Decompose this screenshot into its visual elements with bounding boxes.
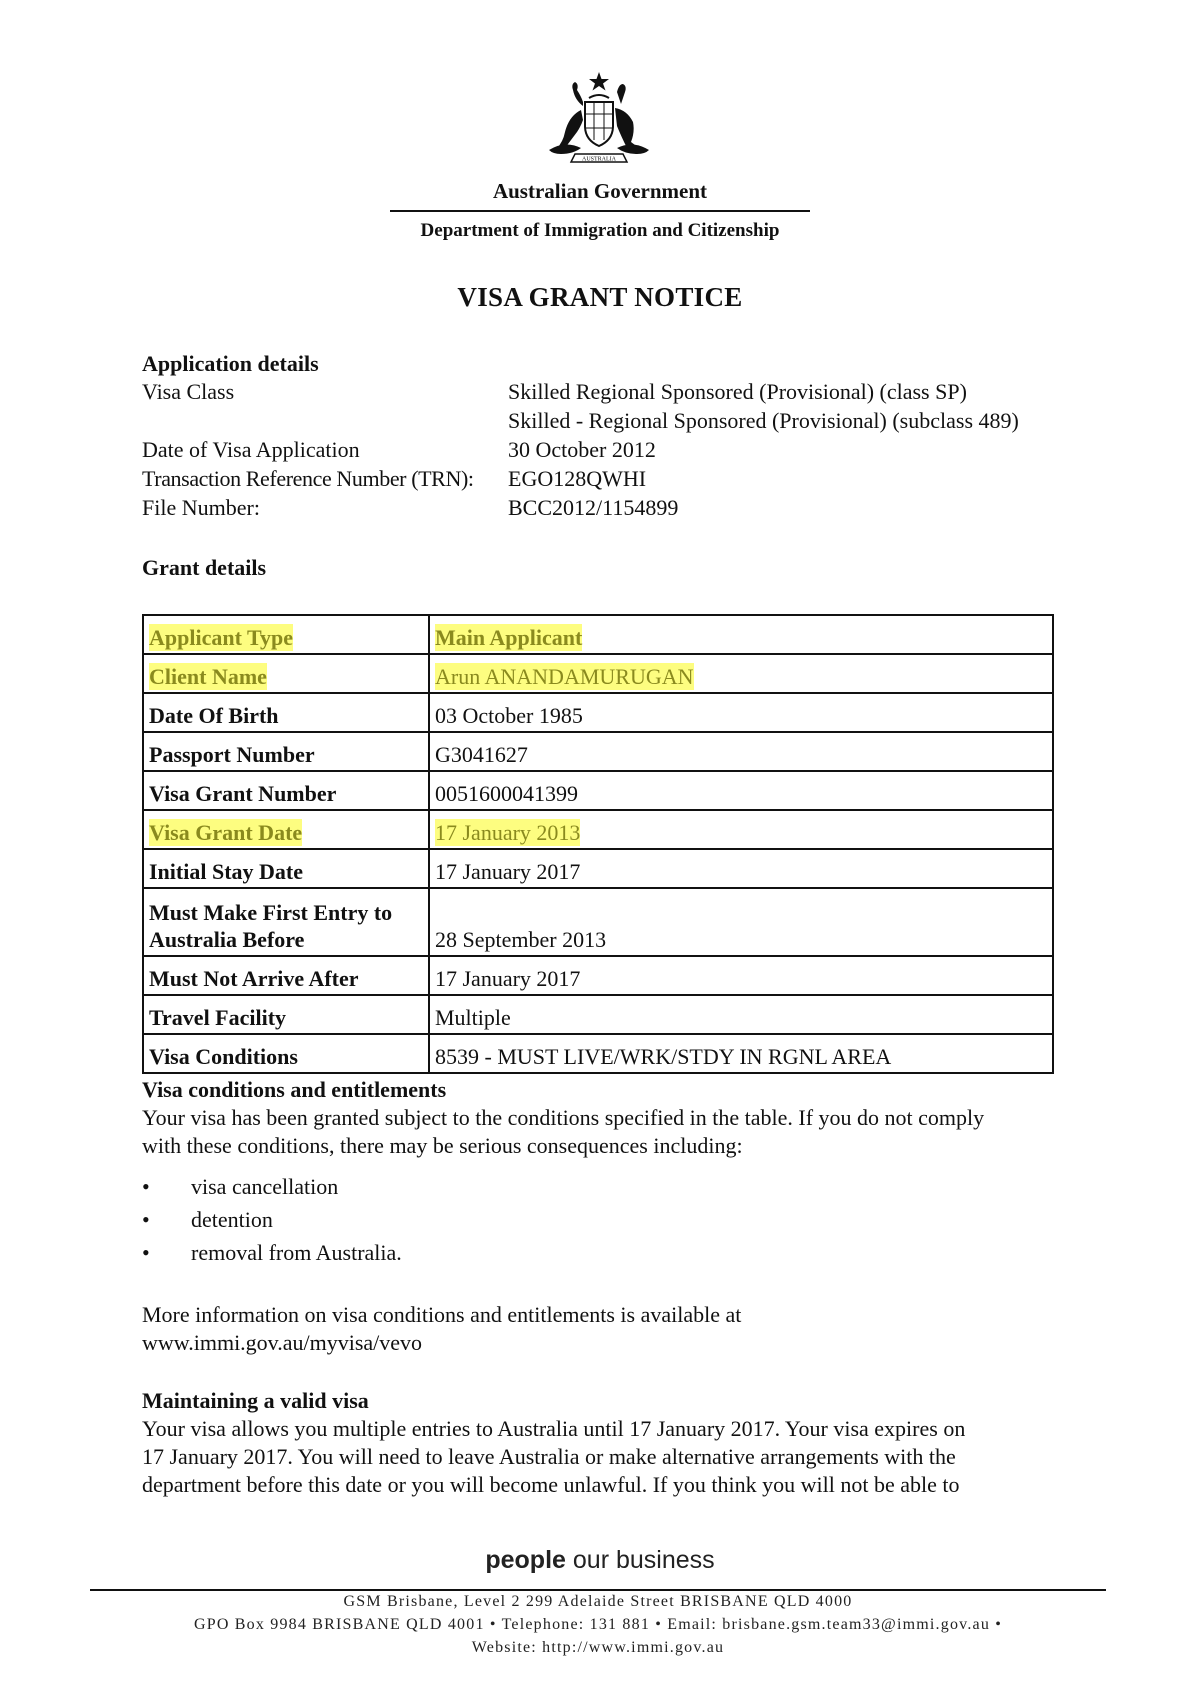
table-row	[143, 693, 1053, 732]
footer-address: GSM Brisbane, Level 2 299 Adelaide Street BRISBANE QLD 4000	[343, 1593, 853, 1610]
visa-class-label: Visa Class	[142, 379, 235, 404]
conditions-intro-line: with these conditions, there may be serious consequences including:	[142, 1133, 743, 1158]
travel-facility-value: Multiple	[429, 995, 1053, 1034]
visa-grant-date-value: 17 January 2013	[435, 820, 581, 845]
table-row	[143, 1034, 1053, 1073]
document-title: VISA GRANT NOTICE	[457, 282, 743, 312]
initial-stay-date-label: Initial Stay Date	[143, 849, 429, 888]
maintaining-line: department before this date or you will become unlawful. If you think you will not be able to	[142, 1472, 960, 1497]
footer-divider	[90, 1589, 1106, 1591]
footer-website[interactable]: Website: http://www.immi.gov.au	[471, 1639, 725, 1656]
conditions-intro	[142, 1104, 1062, 1160]
bullet-icon: •	[142, 1207, 150, 1232]
list-item: • detention	[142, 1207, 273, 1232]
passport-number-label: Passport Number	[143, 732, 429, 771]
australian-coat-of-arms-icon	[535, 70, 663, 170]
maintaining-text	[142, 1415, 1062, 1499]
table-row	[143, 888, 1053, 956]
table-row	[143, 956, 1053, 995]
conditions-heading: Visa conditions and entitlements	[142, 1077, 447, 1102]
visa-subclass-value: Skilled - Regional Sponsored (Provisional) (subclass 489)	[508, 408, 1019, 433]
more-info-text	[142, 1301, 1062, 1357]
crest-banner-text: AUSTRALIA	[582, 156, 616, 163]
bullet-icon: •	[142, 1174, 150, 1199]
file-number-label: File Number:	[142, 495, 260, 520]
table-row	[143, 771, 1053, 810]
visa-conditions-value: 8539 - MUST LIVE/WRK/STDY IN RGNL AREA	[429, 1034, 1053, 1073]
must-not-arrive-after-value: 17 January 2017	[429, 956, 1053, 995]
table-row	[143, 732, 1053, 771]
applicant-type-label: Applicant Type	[149, 625, 294, 650]
trn-value: EGO128QWHI	[508, 466, 647, 491]
initial-stay-date-value: 17 January 2017	[429, 849, 1053, 888]
date-of-birth-label: Date Of Birth	[143, 693, 429, 732]
department-name: Department of Immigration and Citizenship	[420, 220, 780, 241]
file-number-value: BCC2012/1154899	[508, 495, 679, 520]
visa-grant-number-label: Visa Grant Number	[143, 771, 429, 810]
grant-details-heading: Grant details	[142, 555, 267, 580]
application-date-label: Date of Visa Application	[142, 437, 360, 462]
government-title: Australian Government	[492, 179, 708, 203]
table-row	[143, 810, 1053, 849]
list-item: • removal from Australia.	[142, 1240, 402, 1265]
client-name-label: Client Name	[149, 664, 267, 689]
must-not-arrive-after-label: Must Not Arrive After	[143, 956, 429, 995]
footer-slogan: people our business	[485, 1546, 715, 1574]
application-date-value: 30 October 2012	[508, 437, 656, 462]
visa-grant-date-label: Visa Grant Date	[149, 820, 303, 845]
footer-contact: GPO Box 9984 BRISBANE QLD 4001 • Telephone: 131 881 • Email: brisbane.gsm.team33@immi.gov.au •	[193, 1616, 1003, 1633]
consequences-list	[142, 1173, 402, 1272]
date-of-birth-value: 03 October 1985	[429, 693, 1053, 732]
visa-class-value: Skilled Regional Sponsored (Provisional) (class SP)	[508, 379, 967, 404]
more-info-line: More information on visa conditions and entitlements is available at	[142, 1302, 742, 1327]
travel-facility-label: Travel Facility	[143, 995, 429, 1034]
maintaining-heading: Maintaining a valid visa	[142, 1388, 369, 1413]
vevo-link[interactable]: www.immi.gov.au/myvisa/vevo	[142, 1330, 423, 1355]
table-row	[143, 995, 1053, 1034]
list-item: • visa cancellation	[142, 1174, 339, 1199]
table-row	[143, 654, 1053, 693]
conditions-intro-line: Your visa has been granted subject to the conditions specified in the table. If you do not comply	[142, 1105, 985, 1130]
table-row	[143, 849, 1053, 888]
grant-details-table	[142, 614, 1054, 1074]
header-divider	[390, 210, 810, 212]
applicant-type-value: Main Applicant	[435, 625, 583, 650]
maintaining-line: 17 January 2017. You will need to leave Australia or make alternative arrangements with the	[142, 1444, 956, 1469]
trn-label: Transaction Reference Number (TRN):	[142, 466, 474, 491]
first-entry-value: 28 September 2013	[429, 888, 1053, 956]
maintaining-line: Your visa allows you multiple entries to Australia until 17 January 2017. Your visa expires on	[142, 1416, 966, 1441]
client-name-value: Arun ANANDAMURUGAN	[435, 664, 694, 689]
first-entry-label: Must Make First Entry to Australia Before	[143, 888, 429, 956]
bullet-icon: •	[142, 1240, 150, 1265]
visa-conditions-label: Visa Conditions	[143, 1034, 429, 1073]
table-row	[143, 615, 1053, 654]
passport-number-value: G3041627	[429, 732, 1053, 771]
visa-grant-number-value: 0051600041399	[429, 771, 1053, 810]
application-details-heading: Application details	[142, 351, 319, 376]
